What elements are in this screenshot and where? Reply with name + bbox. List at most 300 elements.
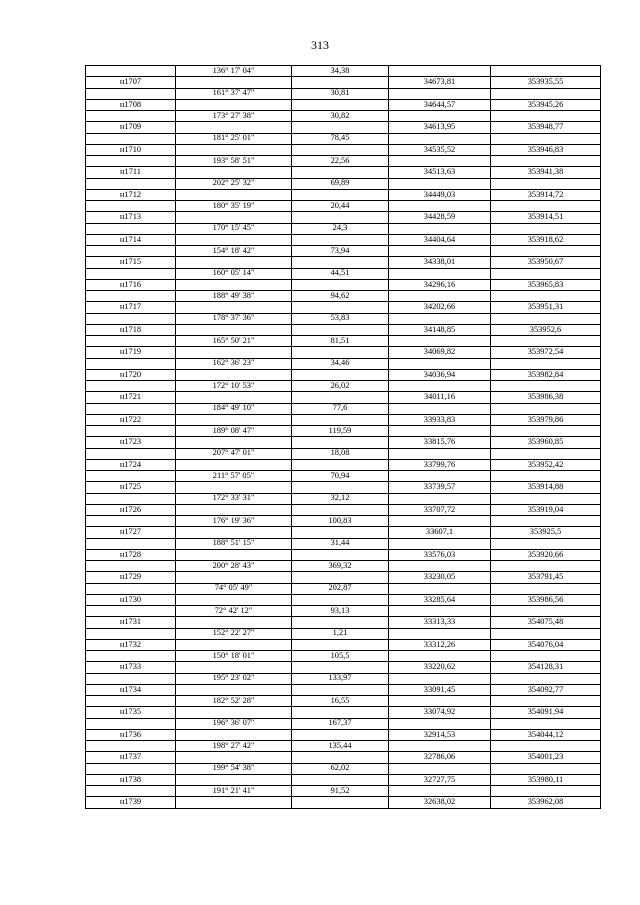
point-cell	[86, 88, 176, 99]
table-row	[86, 144, 601, 155]
point-cell: н1735	[86, 707, 176, 718]
point-cell	[86, 651, 176, 662]
table-row	[86, 414, 601, 425]
table-row	[86, 617, 601, 628]
x-coordinate-cell	[389, 538, 491, 549]
table-row	[86, 426, 601, 437]
y-coordinate-cell: 353965,83	[491, 279, 601, 290]
table-row	[86, 729, 601, 740]
point-cell: н1738	[86, 774, 176, 785]
y-coordinate-cell: 353951,31	[491, 302, 601, 313]
distance-cell	[292, 347, 389, 358]
point-cell	[86, 111, 176, 122]
distance-cell: 93,13	[292, 606, 389, 617]
distance-cell: 70,94	[292, 471, 389, 482]
direction-angle-cell	[176, 279, 292, 290]
table-row	[86, 234, 601, 245]
point-cell: н1711	[86, 167, 176, 178]
point-cell	[86, 561, 176, 572]
table-row	[86, 212, 601, 223]
point-cell	[86, 246, 176, 257]
distance-cell: 30,81	[292, 88, 389, 99]
table-row	[86, 88, 601, 99]
x-coordinate-cell: 34069,82	[389, 347, 491, 358]
point-cell: н1734	[86, 684, 176, 695]
point-cell	[86, 223, 176, 234]
y-coordinate-cell	[491, 133, 601, 144]
direction-angle-cell: 72° 42' 12"	[176, 606, 292, 617]
x-coordinate-cell: 32727,75	[389, 774, 491, 785]
distance-cell	[292, 324, 389, 335]
y-coordinate-cell	[491, 786, 601, 797]
distance-cell: 135,44	[292, 741, 389, 752]
table-row	[86, 628, 601, 639]
table-row	[86, 572, 601, 583]
point-cell	[86, 403, 176, 414]
point-cell: н1710	[86, 144, 176, 155]
point-cell: н1712	[86, 189, 176, 200]
y-coordinate-cell: 354091,94	[491, 707, 601, 718]
y-coordinate-cell: 354044,12	[491, 729, 601, 740]
x-coordinate-cell	[389, 448, 491, 459]
table-body	[86, 66, 601, 809]
table-row	[86, 786, 601, 797]
y-coordinate-cell: 353986,56	[491, 594, 601, 605]
direction-angle-cell	[176, 774, 292, 785]
distance-cell	[292, 549, 389, 560]
x-coordinate-cell: 33799,76	[389, 459, 491, 470]
point-cell: н1718	[86, 324, 176, 335]
y-coordinate-cell	[491, 448, 601, 459]
distance-cell	[292, 617, 389, 628]
table-row	[86, 358, 601, 369]
table-row	[86, 516, 601, 527]
y-coordinate-cell	[491, 493, 601, 504]
point-cell	[86, 291, 176, 302]
point-cell: н1728	[86, 549, 176, 560]
point-cell	[86, 696, 176, 707]
direction-angle-cell: 182° 52' 28"	[176, 696, 292, 707]
y-coordinate-cell: 354092,77	[491, 684, 601, 695]
point-cell	[86, 448, 176, 459]
x-coordinate-cell	[389, 516, 491, 527]
x-coordinate-cell: 33312,26	[389, 639, 491, 650]
distance-cell	[292, 752, 389, 763]
table-row	[86, 347, 601, 358]
y-coordinate-cell: 353986,38	[491, 392, 601, 403]
y-coordinate-cell: 353935,55	[491, 77, 601, 88]
x-coordinate-cell	[389, 291, 491, 302]
y-coordinate-cell	[491, 471, 601, 482]
direction-angle-cell	[176, 414, 292, 425]
distance-cell: 26,02	[292, 381, 389, 392]
direction-angle-cell: 150° 18' 01"	[176, 651, 292, 662]
direction-angle-cell	[176, 122, 292, 133]
distance-cell: 369,32	[292, 561, 389, 572]
y-coordinate-cell	[491, 156, 601, 167]
point-cell	[86, 313, 176, 324]
distance-cell	[292, 257, 389, 268]
direction-angle-cell	[176, 549, 292, 560]
point-cell	[86, 471, 176, 482]
x-coordinate-cell	[389, 561, 491, 572]
direction-angle-cell: 211° 57' 05"	[176, 471, 292, 482]
table-row	[86, 594, 601, 605]
distance-cell: 16,55	[292, 696, 389, 707]
table-row	[86, 774, 601, 785]
direction-angle-cell: 181° 25' 01"	[176, 133, 292, 144]
distance-cell	[292, 369, 389, 380]
point-cell: н1731	[86, 617, 176, 628]
direction-angle-cell: 207° 47' 01"	[176, 448, 292, 459]
y-coordinate-cell: 353980,11	[491, 774, 601, 785]
table-row	[86, 392, 601, 403]
table-row	[86, 741, 601, 752]
distance-cell	[292, 144, 389, 155]
y-coordinate-cell	[491, 651, 601, 662]
y-coordinate-cell	[491, 696, 601, 707]
y-coordinate-cell	[491, 178, 601, 189]
x-coordinate-cell: 34613,95	[389, 122, 491, 133]
distance-cell	[292, 99, 389, 110]
y-coordinate-cell: 353962,08	[491, 797, 601, 808]
table-row	[86, 257, 601, 268]
table-row	[86, 313, 601, 324]
distance-cell	[292, 774, 389, 785]
point-cell	[86, 538, 176, 549]
distance-cell	[292, 302, 389, 313]
table-row	[86, 291, 601, 302]
direction-angle-cell	[176, 572, 292, 583]
distance-cell: 69,89	[292, 178, 389, 189]
x-coordinate-cell	[389, 313, 491, 324]
x-coordinate-cell	[389, 111, 491, 122]
distance-cell	[292, 662, 389, 673]
direction-angle-cell	[176, 324, 292, 335]
direction-angle-cell: 184° 49' 10"	[176, 403, 292, 414]
distance-cell: 133,97	[292, 673, 389, 684]
direction-angle-cell	[176, 662, 292, 673]
y-coordinate-cell: 353948,77	[491, 122, 601, 133]
distance-cell: 94,62	[292, 291, 389, 302]
distance-cell	[292, 797, 389, 808]
x-coordinate-cell: 34148,85	[389, 324, 491, 335]
point-cell	[86, 583, 176, 594]
direction-angle-cell	[176, 99, 292, 110]
table-row	[86, 673, 601, 684]
point-cell	[86, 763, 176, 774]
point-cell	[86, 358, 176, 369]
y-coordinate-cell	[491, 111, 601, 122]
x-coordinate-cell	[389, 156, 491, 167]
distance-cell: 22,56	[292, 156, 389, 167]
direction-angle-cell: 161° 37' 47"	[176, 88, 292, 99]
distance-cell: 44,51	[292, 268, 389, 279]
table-row	[86, 707, 601, 718]
direction-angle-cell: 199° 54' 38"	[176, 763, 292, 774]
x-coordinate-cell	[389, 268, 491, 279]
x-coordinate-cell	[389, 426, 491, 437]
direction-angle-cell: 189° 08' 47"	[176, 426, 292, 437]
x-coordinate-cell: 34036,94	[389, 369, 491, 380]
x-coordinate-cell	[389, 66, 491, 77]
y-coordinate-cell	[491, 403, 601, 414]
x-coordinate-cell	[389, 381, 491, 392]
table-row	[86, 369, 601, 380]
direction-angle-cell: 200° 28' 43"	[176, 561, 292, 572]
x-coordinate-cell: 33074,92	[389, 707, 491, 718]
point-cell: н1717	[86, 302, 176, 313]
distance-cell: 105,5	[292, 651, 389, 662]
table-row	[86, 696, 601, 707]
table-row	[86, 279, 601, 290]
table-row	[86, 66, 601, 77]
distance-cell: 34,46	[292, 358, 389, 369]
x-coordinate-cell	[389, 358, 491, 369]
distance-cell: 62,02	[292, 763, 389, 774]
point-cell: н1729	[86, 572, 176, 583]
x-coordinate-cell	[389, 493, 491, 504]
direction-angle-cell	[176, 707, 292, 718]
x-coordinate-cell: 33576,03	[389, 549, 491, 560]
y-coordinate-cell	[491, 673, 601, 684]
point-cell: н1725	[86, 482, 176, 493]
x-coordinate-cell: 34202,66	[389, 302, 491, 313]
point-cell: н1726	[86, 504, 176, 515]
direction-angle-cell: 162° 36' 23"	[176, 358, 292, 369]
distance-cell	[292, 392, 389, 403]
direction-angle-cell: 74° 05' 49"	[176, 583, 292, 594]
direction-angle-cell	[176, 212, 292, 223]
x-coordinate-cell: 34513,63	[389, 167, 491, 178]
distance-cell: 20,44	[292, 201, 389, 212]
table-row	[86, 189, 601, 200]
distance-cell: 81,51	[292, 336, 389, 347]
table-row	[86, 201, 601, 212]
coordinates-table	[85, 65, 601, 809]
point-cell: н1719	[86, 347, 176, 358]
table-row	[86, 324, 601, 335]
table-row	[86, 381, 601, 392]
table-row	[86, 167, 601, 178]
point-cell: н1733	[86, 662, 176, 673]
table-row	[86, 538, 601, 549]
y-coordinate-cell: 353982,84	[491, 369, 601, 380]
x-coordinate-cell	[389, 741, 491, 752]
distance-cell	[292, 729, 389, 740]
table-row	[86, 99, 601, 110]
point-cell	[86, 178, 176, 189]
distance-cell	[292, 77, 389, 88]
direction-angle-cell	[176, 369, 292, 380]
x-coordinate-cell: 33091,45	[389, 684, 491, 695]
x-coordinate-cell	[389, 673, 491, 684]
x-coordinate-cell	[389, 628, 491, 639]
x-coordinate-cell	[389, 651, 491, 662]
point-cell: н1714	[86, 234, 176, 245]
distance-cell: 91,52	[292, 786, 389, 797]
x-coordinate-cell: 33815,76	[389, 437, 491, 448]
point-cell: н1708	[86, 99, 176, 110]
direction-angle-cell: 196° 36' 07"	[176, 718, 292, 729]
x-coordinate-cell: 33707,72	[389, 504, 491, 515]
table-row	[86, 527, 601, 538]
distance-cell: 202,87	[292, 583, 389, 594]
y-coordinate-cell	[491, 628, 601, 639]
direction-angle-cell: 172° 33' 31"	[176, 493, 292, 504]
y-coordinate-cell	[491, 538, 601, 549]
table-row	[86, 662, 601, 673]
point-cell: н1732	[86, 639, 176, 650]
distance-cell	[292, 212, 389, 223]
point-cell	[86, 426, 176, 437]
distance-cell	[292, 707, 389, 718]
direction-angle-cell	[176, 234, 292, 245]
table-row	[86, 459, 601, 470]
distance-cell: 34,38	[292, 66, 389, 77]
distance-cell	[292, 234, 389, 245]
y-coordinate-cell	[491, 763, 601, 774]
y-coordinate-cell	[491, 268, 601, 279]
table-row	[86, 471, 601, 482]
point-cell: н1715	[86, 257, 176, 268]
table-row	[86, 111, 601, 122]
y-coordinate-cell: 353945,26	[491, 99, 601, 110]
direction-angle-cell: 188° 49' 38"	[176, 291, 292, 302]
y-coordinate-cell: 353979,86	[491, 414, 601, 425]
table-row	[86, 133, 601, 144]
point-cell: н1724	[86, 459, 176, 470]
y-coordinate-cell: 353946,83	[491, 144, 601, 155]
y-coordinate-cell	[491, 336, 601, 347]
x-coordinate-cell	[389, 133, 491, 144]
y-coordinate-cell: 353920,66	[491, 549, 601, 560]
direction-angle-cell: 198° 27' 42"	[176, 741, 292, 752]
direction-angle-cell	[176, 504, 292, 515]
table-row	[86, 583, 601, 594]
point-cell: н1720	[86, 369, 176, 380]
y-coordinate-cell: 353960,85	[491, 437, 601, 448]
distance-cell	[292, 459, 389, 470]
direction-angle-cell: 188° 51' 15"	[176, 538, 292, 549]
distance-cell: 24,3	[292, 223, 389, 234]
distance-cell	[292, 482, 389, 493]
point-cell	[86, 606, 176, 617]
direction-angle-cell	[176, 77, 292, 88]
direction-angle-cell: 202° 25' 32"	[176, 178, 292, 189]
distance-cell: 119,59	[292, 426, 389, 437]
distance-cell	[292, 414, 389, 425]
direction-angle-cell	[176, 684, 292, 695]
x-coordinate-cell: 34338,01	[389, 257, 491, 268]
x-coordinate-cell: 34644,57	[389, 99, 491, 110]
point-cell	[86, 673, 176, 684]
y-coordinate-cell: 353952,42	[491, 459, 601, 470]
point-cell	[86, 516, 176, 527]
point-cell: н1737	[86, 752, 176, 763]
y-coordinate-cell: 353925,5	[491, 527, 601, 538]
point-cell	[86, 741, 176, 752]
y-coordinate-cell	[491, 66, 601, 77]
direction-angle-cell	[176, 639, 292, 650]
direction-angle-cell: 180° 35' 19"	[176, 201, 292, 212]
x-coordinate-cell: 33230,05	[389, 572, 491, 583]
point-cell	[86, 133, 176, 144]
y-coordinate-cell: 353919,04	[491, 504, 601, 515]
distance-cell: 1,21	[292, 628, 389, 639]
point-cell: н1713	[86, 212, 176, 223]
y-coordinate-cell	[491, 246, 601, 257]
direction-angle-cell: 136° 17' 04"	[176, 66, 292, 77]
distance-cell	[292, 167, 389, 178]
point-cell	[86, 628, 176, 639]
y-coordinate-cell: 353941,38	[491, 167, 601, 178]
x-coordinate-cell: 34428,59	[389, 212, 491, 223]
direction-angle-cell: 172° 10' 53"	[176, 381, 292, 392]
distance-cell: 18,08	[292, 448, 389, 459]
table-row	[86, 448, 601, 459]
point-cell: н1727	[86, 527, 176, 538]
table-row	[86, 606, 601, 617]
direction-angle-cell: 176° 19' 36"	[176, 516, 292, 527]
y-coordinate-cell: 354076,04	[491, 639, 601, 650]
table-row	[86, 178, 601, 189]
y-coordinate-cell	[491, 358, 601, 369]
table-row	[86, 156, 601, 167]
table-row	[86, 651, 601, 662]
distance-cell	[292, 527, 389, 538]
direction-angle-cell: 191° 21' 41"	[176, 786, 292, 797]
x-coordinate-cell: 34404,64	[389, 234, 491, 245]
direction-angle-cell	[176, 594, 292, 605]
point-cell: н1736	[86, 729, 176, 740]
y-coordinate-cell	[491, 223, 601, 234]
x-coordinate-cell	[389, 178, 491, 189]
x-coordinate-cell: 33285,64	[389, 594, 491, 605]
direction-angle-cell	[176, 144, 292, 155]
direction-angle-cell: 160° 05' 14"	[176, 268, 292, 279]
x-coordinate-cell: 33220,62	[389, 662, 491, 673]
y-coordinate-cell	[491, 561, 601, 572]
direction-angle-cell: 193° 58' 51"	[176, 156, 292, 167]
x-coordinate-cell	[389, 786, 491, 797]
x-coordinate-cell	[389, 471, 491, 482]
x-coordinate-cell	[389, 223, 491, 234]
point-cell: н1722	[86, 414, 176, 425]
x-coordinate-cell: 33933,83	[389, 414, 491, 425]
distance-cell: 53,83	[292, 313, 389, 324]
distance-cell	[292, 684, 389, 695]
direction-angle-cell	[176, 167, 292, 178]
table-row	[86, 246, 601, 257]
point-cell	[86, 336, 176, 347]
point-cell: н1739	[86, 797, 176, 808]
direction-angle-cell	[176, 257, 292, 268]
direction-angle-cell: 154° 18' 42"	[176, 246, 292, 257]
table-row	[86, 493, 601, 504]
point-cell: н1716	[86, 279, 176, 290]
direction-angle-cell: 173° 27' 38"	[176, 111, 292, 122]
table-row	[86, 718, 601, 729]
direction-angle-cell	[176, 797, 292, 808]
y-coordinate-cell	[491, 741, 601, 752]
y-coordinate-cell	[491, 291, 601, 302]
table-row	[86, 77, 601, 88]
y-coordinate-cell	[491, 583, 601, 594]
distance-cell	[292, 279, 389, 290]
y-coordinate-cell	[491, 313, 601, 324]
table-row	[86, 268, 601, 279]
